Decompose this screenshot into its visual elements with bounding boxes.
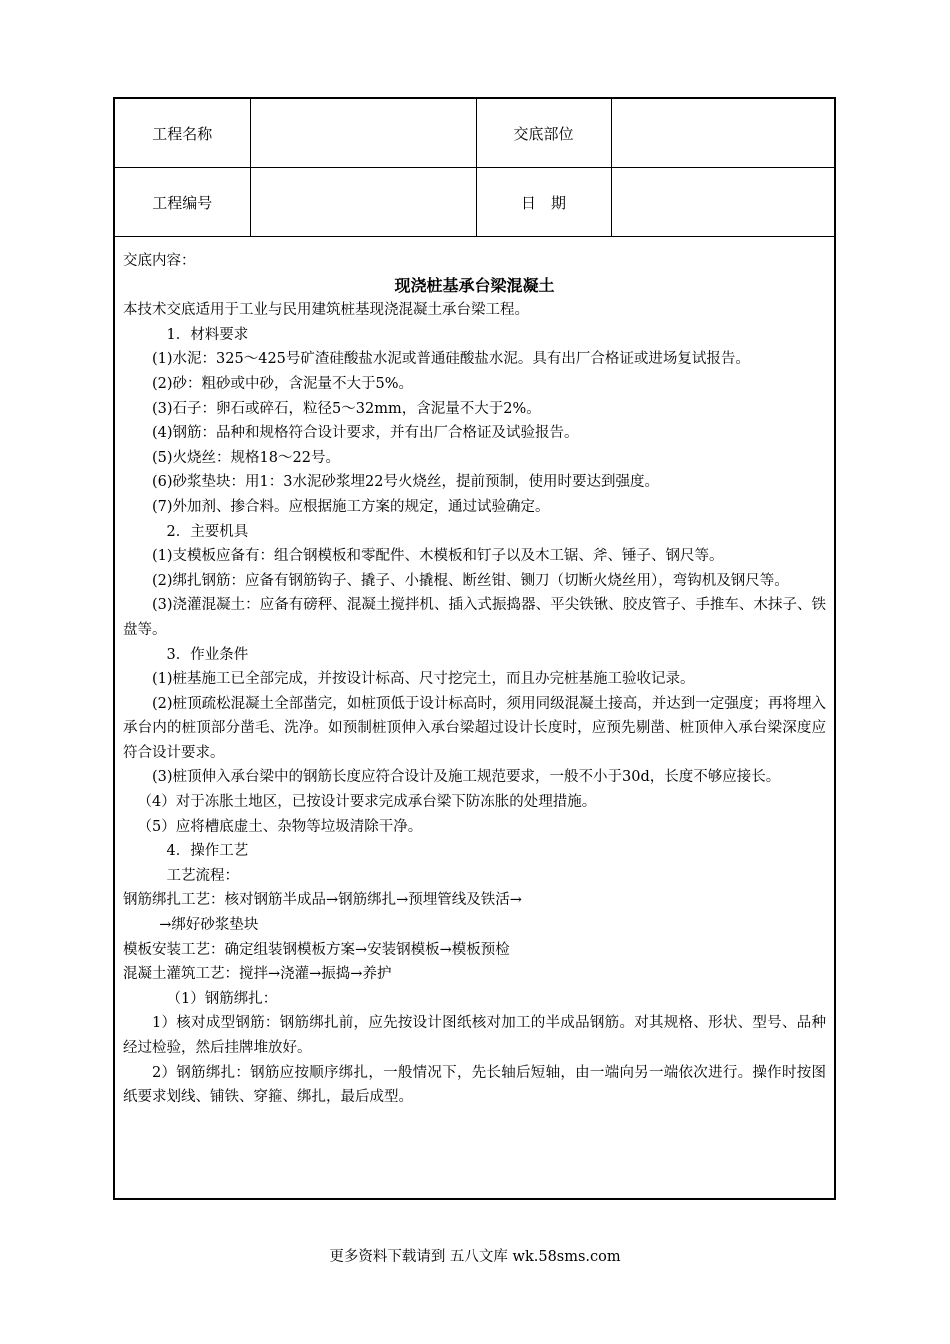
flow-line: 钢筋绑扎工艺：核对钢筋半成品→钢筋绑扎→预埋管线及铁活→ xyxy=(123,892,522,909)
project-name-value xyxy=(250,99,476,168)
paragraph: (2)绑扎钢筋：应备有钢筋钩子、撬子、小撬棍、断丝钳、铡刀（切断火烧丝用），弯钩机及钢尺等。 xyxy=(152,572,789,589)
section-heading: 3．作业条件 xyxy=(166,646,249,663)
paragraph: (3)浇灌混凝土：应备有磅秤、混凝土搅拌机、插入式振捣器、平尖铁锹、胶皮管子、手推车、木抹子、铁盘等。 xyxy=(123,597,826,638)
paragraph: (1)水泥：325～425号矿渣硅酸盐水泥或普通硅酸盐水泥。具有出厂合格证或进场复试报告。 xyxy=(152,351,750,368)
header-table xyxy=(115,99,834,237)
date-value xyxy=(611,168,834,237)
subsection-heading: （1）钢筋绑扎： xyxy=(166,990,278,1007)
paragraph: （5）应将槽底虚土、杂物等垃圾清除干净。 xyxy=(137,818,423,835)
intro-paragraph: 本技术交底适用于工业与民用建筑桩基现浇混凝土承台梁工程。 xyxy=(123,302,529,319)
disclosure-sheet xyxy=(113,97,836,1200)
paragraph: (1)支模板应备有：组合钢模板和零配件、木模板和钉子以及木工锯、斧、锤子、钢尺等。 xyxy=(152,548,724,565)
paragraph: (7)外加剂、掺合料。应根据施工方案的规定，通过试验确定。 xyxy=(152,498,550,515)
paragraph: (6)砂浆垫块：用1：3水泥砂浆埋22号火烧丝，提前预制，使用时要达到强度。 xyxy=(152,474,659,491)
project-no-label: 工程编号 xyxy=(115,168,250,237)
footer-note: 更多资料下载请到 五八文库 wk.58sms.com xyxy=(329,1249,621,1265)
project-name-label: 工程名称 xyxy=(115,99,250,168)
disclosure-part-label: 交底部位 xyxy=(476,99,611,168)
disclosure-part-value xyxy=(611,99,834,168)
paragraph: (1)桩基施工已全部完成，并按设计标高、尺寸挖完土，而且办完桩基施工验收记录。 xyxy=(152,671,695,688)
section-heading: 1．材料要求 xyxy=(166,326,249,343)
section-heading: 4．操作工艺 xyxy=(166,843,249,860)
paragraph: (3)桩顶伸入承台梁中的钢筋长度应符合设计及施工规范要求，一般不小于30d，长度不够应接长。 xyxy=(152,769,781,786)
flow-label: 工艺流程： xyxy=(166,867,239,884)
paragraph: 2）钢筋绑扎：钢筋应按顺序绑扎，一般情况下，先长轴后短轴，由一端向另一端依次进行。操作时按图纸要求划线、铺铁、穿箍、绑扎，最后成型。 xyxy=(123,1064,826,1106)
flow-line: 混凝土灌筑工艺：搅拌→浇灌→振捣→养护 xyxy=(123,966,392,983)
content-label: 交底内容： xyxy=(123,253,196,269)
document-title: 现浇桩基承台梁混凝土 xyxy=(394,275,555,295)
date-label: 日 期 xyxy=(476,168,611,237)
paragraph: 1）核对成型钢筋：钢筋绑扎前，应先按设计图纸核对加工的半成品钢筋。对其规格、形状、型号、品种经过检验，然后挂牌堆放好。 xyxy=(123,1015,826,1056)
flow-line: →绑好砂浆垫块 xyxy=(159,917,259,934)
project-no-value xyxy=(250,168,476,237)
paragraph: (3)石子：卵石或碎石，粒径5～32mm，含泥量不大于2%。 xyxy=(152,400,541,417)
flow-line: 模板安装工艺：确定组装钢模板方案→安装钢模板→模板预检 xyxy=(123,941,510,958)
paragraph: (2)桩顶疏松混凝土全部凿完，如桩顶低于设计标高时，须用同级混凝土接高，并达到一定强度；再将埋入承台内的桩顶部分凿毛、洗净。如预制桩顶伸入承台梁超过设计长度时，应预先剔凿、桩顶伸入承台梁深度应符合设计要求。 xyxy=(123,695,826,761)
disclosure-content xyxy=(123,249,826,1110)
paragraph: (4)钢筋：品种和规格符合设计要求，并有出厂合格证及试验报告。 xyxy=(152,425,579,442)
section-heading: 2．主要机具 xyxy=(166,523,249,540)
paragraph: （4）对于冻胀土地区，已按设计要求完成承台梁下防冻胀的处理措施。 xyxy=(137,794,597,811)
paragraph: (5)火烧丝：规格18～22号。 xyxy=(152,449,340,466)
paragraph: (2)砂：粗砂或中砂，含泥量不大于5%。 xyxy=(152,375,414,392)
